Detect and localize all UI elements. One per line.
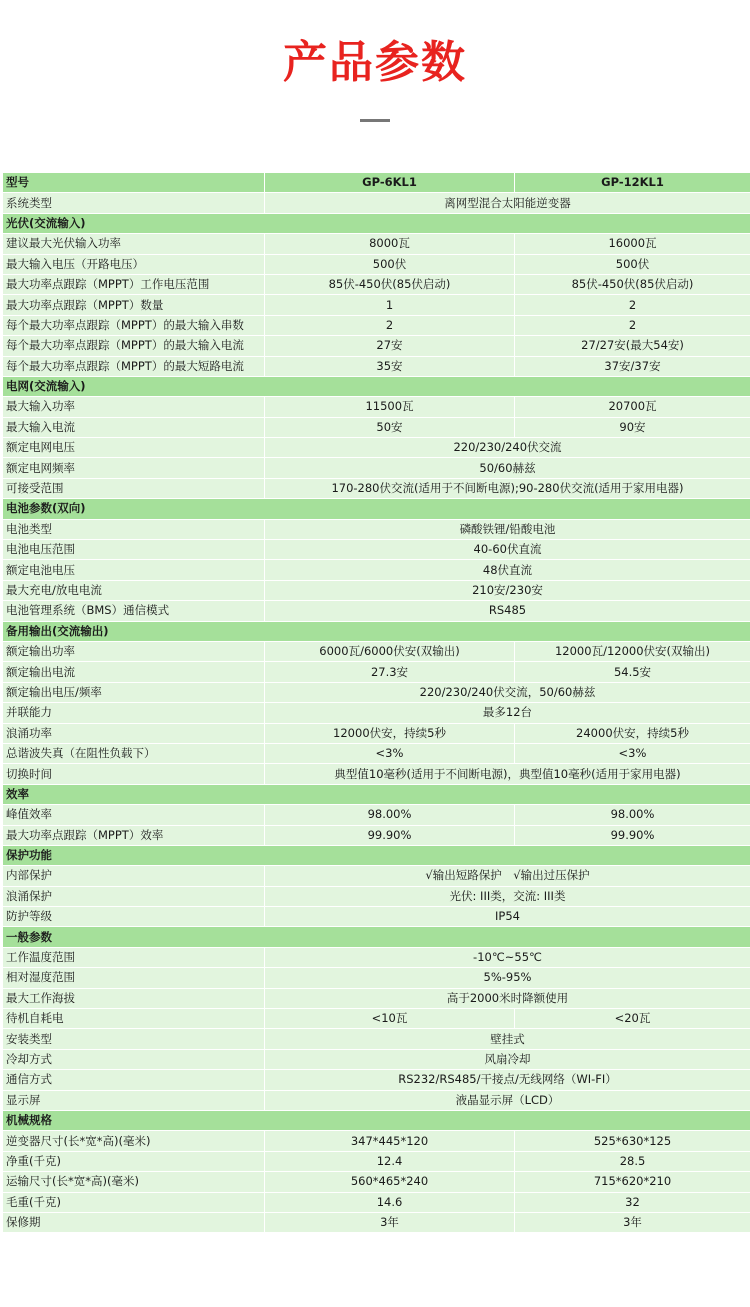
row-value-model-2: 98.00% [515, 805, 750, 825]
row-label: 浪涌保护 [3, 886, 265, 906]
row-value-model-2: 27/27安(最大54安) [515, 336, 750, 356]
spec-table [2, 172, 750, 1233]
row-label: 防护等级 [3, 907, 265, 927]
table-row [3, 274, 750, 294]
row-label: 最大输入功率 [3, 397, 265, 417]
row-value-model-2: 525*630*125 [515, 1131, 750, 1151]
row-label: 电池电压范围 [3, 540, 265, 560]
table-header-row [3, 173, 750, 193]
section-title: 机械规格 [3, 1110, 750, 1130]
page-title: 产品参数 [283, 37, 467, 88]
table-row [3, 682, 750, 702]
row-value-model-2: 2 [515, 295, 750, 315]
row-label: 内部保护 [3, 866, 265, 886]
row-value-model-2: 37安/37安 [515, 356, 750, 376]
table-row [3, 193, 750, 213]
row-label: 相对湿度范围 [3, 968, 265, 988]
table-row [3, 458, 750, 478]
table-row [3, 540, 750, 560]
row-value-shared: 220/230/240伏交流，50/60赫兹 [265, 682, 750, 702]
row-value-shared: 高于2000米时降额使用 [265, 988, 750, 1008]
row-value-shared: 5%-95% [265, 968, 750, 988]
row-value-model-1: 1 [265, 295, 515, 315]
table-row [3, 866, 750, 886]
table-row [3, 723, 750, 743]
table-row [3, 703, 750, 723]
table-row [3, 356, 750, 376]
row-value-model-1: 6000瓦/6000伏安(双输出) [265, 641, 515, 661]
row-value-model-1: 35安 [265, 356, 515, 376]
row-value-model-1: 2 [265, 315, 515, 335]
table-row [3, 662, 750, 682]
row-label: 最大功率点跟踪（MPPT）效率 [3, 825, 265, 845]
table-row [3, 315, 750, 335]
row-value-shared: 液晶显示屏（LCD） [265, 1090, 750, 1110]
row-label: 净重(千克) [3, 1151, 265, 1171]
section-header-row [3, 213, 750, 233]
row-value-model-1: 50安 [265, 417, 515, 437]
table-row [3, 254, 750, 274]
row-value-shared: 光伏: III类，交流: III类 [265, 886, 750, 906]
table-row [3, 417, 750, 437]
row-value-model-2: 20700瓦 [515, 397, 750, 417]
table-row [3, 519, 750, 539]
header-label: 型号 [3, 173, 265, 193]
row-value-model-1: 27安 [265, 336, 515, 356]
row-label: 显示屏 [3, 1090, 265, 1110]
section-title: 保护功能 [3, 845, 750, 865]
row-value-shared: 壁挂式 [265, 1029, 750, 1049]
row-value-model-1: 12.4 [265, 1151, 515, 1171]
section-header-row [3, 927, 750, 947]
table-row [3, 988, 750, 1008]
spec-table-body [3, 173, 750, 1233]
table-row [3, 1049, 750, 1069]
table-row [3, 764, 750, 784]
section-header-row [3, 376, 750, 396]
row-label: 毛重(千克) [3, 1192, 265, 1212]
row-label: 浪涌功率 [3, 723, 265, 743]
row-value-model-1: 11500瓦 [265, 397, 515, 417]
section-header-row [3, 845, 750, 865]
table-row [3, 234, 750, 254]
row-label: 最大充电/放电电流 [3, 580, 265, 600]
row-value-model-1: 85伏-450伏(85伏启动) [265, 274, 515, 294]
row-value-shared: 40-60伏直流 [265, 540, 750, 560]
row-value-model-1: 3年 [265, 1212, 515, 1232]
table-row [3, 1212, 750, 1232]
table-row [3, 438, 750, 458]
row-label: 安装类型 [3, 1029, 265, 1049]
table-row [3, 1029, 750, 1049]
row-value-shared: 170-280伏交流(适用于不间断电源);90-280伏交流(适用于家用电器) [265, 478, 750, 498]
table-row [3, 1192, 750, 1212]
table-row [3, 886, 750, 906]
section-header-row [3, 1110, 750, 1130]
row-value-model-1: <10瓦 [265, 1009, 515, 1029]
row-label: 额定电网电压 [3, 438, 265, 458]
row-label: 额定电池电压 [3, 560, 265, 580]
table-row [3, 743, 750, 763]
row-label: 最大功率点跟踪（MPPT）数量 [3, 295, 265, 315]
row-value-shared: 典型值10毫秒(适用于不间断电源)，典型值10毫秒(适用于家用电器) [265, 764, 750, 784]
row-value-model-2: 715*620*210 [515, 1172, 750, 1192]
section-title: 光伏(交流输入) [3, 213, 750, 233]
row-label: 建议最大光伏输入功率 [3, 234, 265, 254]
section-header-row [3, 784, 750, 804]
row-value-model-2: 3年 [515, 1212, 750, 1232]
row-value-model-2: 28.5 [515, 1151, 750, 1171]
row-value-model-2: 16000瓦 [515, 234, 750, 254]
title-divider [360, 119, 390, 122]
row-label: 最大输入电压（开路电压） [3, 254, 265, 274]
table-row [3, 1151, 750, 1171]
table-row [3, 947, 750, 967]
row-label: 保修期 [3, 1212, 265, 1232]
row-value-model-2: 24000伏安，持续5秒 [515, 723, 750, 743]
table-row [3, 1131, 750, 1151]
row-label: 运输尺寸(长*宽*高)(毫米) [3, 1172, 265, 1192]
row-label: 峰值效率 [3, 805, 265, 825]
row-value-shared: 220/230/240伏交流 [265, 438, 750, 458]
row-value-shared: IP54 [265, 907, 750, 927]
table-row [3, 968, 750, 988]
row-label: 额定输出功率 [3, 641, 265, 661]
row-label: 最大输入电流 [3, 417, 265, 437]
section-title: 电池参数(双向) [3, 499, 750, 519]
row-value-model-2: <20瓦 [515, 1009, 750, 1029]
section-title: 一般参数 [3, 927, 750, 947]
table-row [3, 397, 750, 417]
row-value-shared: -10℃~55℃ [265, 947, 750, 967]
row-label: 最大功率点跟踪（MPPT）工作电压范围 [3, 274, 265, 294]
table-row [3, 478, 750, 498]
row-label: 工作温度范围 [3, 947, 265, 967]
table-row [3, 907, 750, 927]
row-value-model-2: 2 [515, 315, 750, 335]
table-row [3, 295, 750, 315]
table-row [3, 601, 750, 621]
row-value-model-1: 14.6 [265, 1192, 515, 1212]
row-label: 总谐波失真（在阻性负载下） [3, 743, 265, 763]
row-value-model-2: 500伏 [515, 254, 750, 274]
row-value-model-1: 8000瓦 [265, 234, 515, 254]
row-value-model-1: 347*445*120 [265, 1131, 515, 1151]
row-value-model-1: 98.00% [265, 805, 515, 825]
row-value-shared: 210安/230安 [265, 580, 750, 600]
row-label: 每个最大功率点跟踪（MPPT）的最大输入电流 [3, 336, 265, 356]
row-value-shared: √输出短路保护 √输出过压保护 [265, 866, 750, 886]
row-label: 切换时间 [3, 764, 265, 784]
row-value-model-2: 99.90% [515, 825, 750, 845]
row-label: 电池类型 [3, 519, 265, 539]
row-label: 额定电网频率 [3, 458, 265, 478]
row-label: 额定输出电压/频率 [3, 682, 265, 702]
row-label: 可接受范围 [3, 478, 265, 498]
row-value-model-1: 560*465*240 [265, 1172, 515, 1192]
row-label: 最大工作海拔 [3, 988, 265, 1008]
table-row [3, 825, 750, 845]
table-row [3, 580, 750, 600]
row-value-shared: 离网型混合太阳能逆变器 [265, 193, 750, 213]
table-row [3, 1172, 750, 1192]
table-row [3, 805, 750, 825]
row-value-model-2: 32 [515, 1192, 750, 1212]
row-label: 冷却方式 [3, 1049, 265, 1069]
table-row [3, 1009, 750, 1029]
row-value-model-1: 27.3安 [265, 662, 515, 682]
row-value-model-1: 99.90% [265, 825, 515, 845]
table-row [3, 1070, 750, 1090]
row-value-model-1: 500伏 [265, 254, 515, 274]
model-name-1: GP-6KL1 [265, 173, 515, 193]
row-label: 通信方式 [3, 1070, 265, 1090]
row-value-model-1: <3% [265, 743, 515, 763]
table-row [3, 336, 750, 356]
row-value-model-1: 12000伏安，持续5秒 [265, 723, 515, 743]
row-value-shared: RS232/RS485/干接点/无线网络（WI-FI） [265, 1070, 750, 1090]
row-value-model-2: 12000瓦/12000伏安(双输出) [515, 641, 750, 661]
row-value-shared: 48伏直流 [265, 560, 750, 580]
row-label: 额定输出电流 [3, 662, 265, 682]
table-row [3, 641, 750, 661]
row-value-model-2: 54.5安 [515, 662, 750, 682]
row-value-shared: 50/60赫兹 [265, 458, 750, 478]
row-value-shared: RS485 [265, 601, 750, 621]
table-row [3, 1090, 750, 1110]
section-header-row [3, 499, 750, 519]
row-value-shared: 磷酸铁锂/铅酸电池 [265, 519, 750, 539]
row-value-model-2: <3% [515, 743, 750, 763]
row-label: 并联能力 [3, 703, 265, 723]
section-title: 备用输出(交流输出) [3, 621, 750, 641]
row-label: 每个最大功率点跟踪（MPPT）的最大短路电流 [3, 356, 265, 376]
row-label: 系统类型 [3, 193, 265, 213]
section-header-row [3, 621, 750, 641]
row-value-model-2: 90安 [515, 417, 750, 437]
row-label: 逆变器尺寸(长*宽*高)(毫米) [3, 1131, 265, 1151]
table-row [3, 560, 750, 580]
row-value-model-2: 85伏-450伏(85伏启动) [515, 274, 750, 294]
row-label: 电池管理系统（BMS）通信模式 [3, 601, 265, 621]
row-value-shared: 最多12台 [265, 703, 750, 723]
model-name-2: GP-12KL1 [515, 173, 750, 193]
row-label: 待机自耗电 [3, 1009, 265, 1029]
section-title: 效率 [3, 784, 750, 804]
row-label: 每个最大功率点跟踪（MPPT）的最大输入串数 [3, 315, 265, 335]
section-title: 电网(交流输入) [3, 376, 750, 396]
row-value-shared: 风扇冷却 [265, 1049, 750, 1069]
